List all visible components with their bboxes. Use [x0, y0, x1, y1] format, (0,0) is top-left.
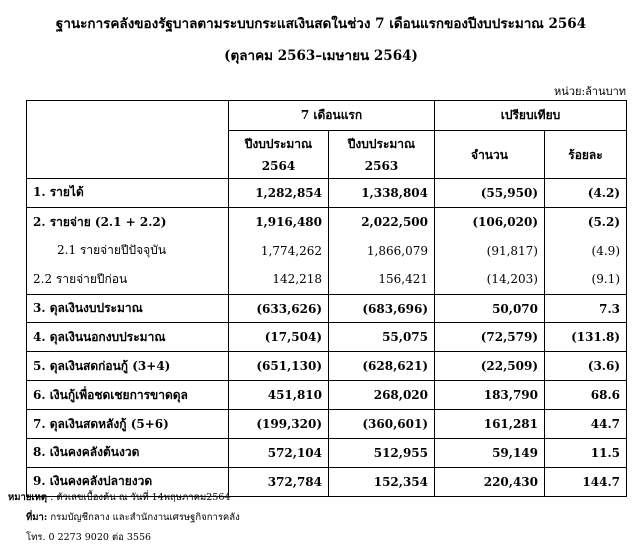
row-fy2564: 451,810: [229, 381, 329, 410]
row-label: 5. ดุลเงินสดก่อนกู้ (3+4): [27, 352, 229, 381]
row-fy2563: (683,696): [329, 294, 435, 323]
table-row-treasury-opening: [27, 439, 627, 468]
row-percent: (131.8): [545, 323, 627, 352]
row-label: 1. รายได้: [27, 179, 229, 208]
row-fy2564: 1,774,262: [229, 236, 329, 265]
row-percent: (4.9): [545, 236, 627, 265]
row-percent: 68.6: [545, 381, 627, 410]
row-amount: 183,790: [435, 381, 545, 410]
row-amount: 161,281: [435, 410, 545, 439]
row-percent: 44.7: [545, 410, 627, 439]
row-fy2564: 572,104: [229, 439, 329, 468]
row-fy2563: 1,866,079: [329, 236, 435, 265]
row-amount: (22,509): [435, 352, 545, 381]
table-row-prior-year-expenditure: [27, 265, 627, 294]
table-row-non-budget-balance: [27, 323, 627, 352]
header-fy2563-line2: 2563: [364, 158, 399, 173]
row-fy2563: 512,955: [329, 439, 435, 468]
remark-label: หมายเหตุ: [8, 492, 48, 503]
row-fy2563: 268,020: [329, 381, 435, 410]
header-first7: 7 เดือนแรก: [229, 101, 435, 131]
row-label: 2.1 รายจ่ายปีปัจจุบัน: [27, 236, 229, 265]
header-amount: จำนวน: [435, 131, 545, 179]
table-row-budget-balance: [27, 294, 627, 323]
remark-note: [8, 490, 230, 505]
row-percent: (4.2): [545, 179, 627, 208]
row-fy2564: 1,916,480: [229, 207, 329, 236]
source-note: [26, 510, 240, 525]
row-label: 4. ดุลเงินนอกงบประมาณ: [27, 323, 229, 352]
row-fy2563: 55,075: [329, 323, 435, 352]
row-fy2563: (360,601): [329, 410, 435, 439]
header-blank: [27, 101, 229, 179]
header-fy2563: [329, 131, 435, 179]
row-fy2563: 1,338,804: [329, 179, 435, 208]
row-label: 8. เงินคงคลังต้นงวด: [27, 439, 229, 468]
row-amount: (14,203): [435, 265, 545, 294]
row-label: 2.2 รายจ่ายปีก่อน: [27, 265, 229, 294]
fiscal-position-table: [26, 100, 627, 497]
source-label: ที่มา:: [26, 512, 48, 523]
row-label: 7. ดุลเงินสดหลังกู้ (5+6): [27, 410, 229, 439]
row-fy2564: 372,784: [229, 467, 329, 496]
row-percent: 144.7: [545, 467, 627, 496]
phone-note: โทร. 0 2273 9020 ต่อ 3556: [26, 532, 152, 543]
header-fy2563-line1: ปีงบประมาณ: [347, 136, 416, 151]
row-amount: 59,149: [435, 439, 545, 468]
report-title: ฐานะการคลังของรัฐบาลตามระบบกระแสเงินสดในช่วง 7 เดือนแรกของปีงบประมาณ 2564: [55, 16, 587, 32]
remark-text: : ตัวเลขเบื้องต้น ณ วันที่ 14พฤษภาคม2564: [47, 492, 231, 503]
row-label: 9. เงินคงคลังปลายงวด: [27, 467, 229, 496]
row-percent: (5.2): [545, 207, 627, 236]
row-amount: (91,817): [435, 236, 545, 265]
table-row-cash-balance-before-borrowing: [27, 352, 627, 381]
row-amount: 220,430: [435, 467, 545, 496]
row-fy2563: 156,421: [329, 265, 435, 294]
header-compare: เปรียบเทียบ: [435, 101, 627, 131]
unit-label: หน่วย:ล้านบาท: [554, 85, 626, 98]
row-fy2564: 1,282,854: [229, 179, 329, 208]
table-row-cash-balance-after-borrowing: [27, 410, 627, 439]
table-row-revenue: [27, 179, 627, 208]
header-row-groups: [27, 101, 627, 131]
row-label: 6. เงินกู้เพื่อชดเชยการขาดดุล: [27, 381, 229, 410]
row-percent: 11.5: [545, 439, 627, 468]
report-period: (ตุลาคม 2563–เมษายน 2564): [224, 48, 418, 64]
row-fy2564: 142,218: [229, 265, 329, 294]
row-fy2564: (651,130): [229, 352, 329, 381]
table-row-expenditure: [27, 207, 627, 236]
row-label: 2. รายจ่าย (2.1 + 2.2): [27, 207, 229, 236]
table-row-deficit-borrowing: [27, 381, 627, 410]
row-fy2563: (628,621): [329, 352, 435, 381]
header-percent: ร้อยละ: [545, 131, 627, 179]
header-fy2564: [229, 131, 329, 179]
row-fy2563: 2,022,500: [329, 207, 435, 236]
row-percent: (3.6): [545, 352, 627, 381]
row-amount: (55,950): [435, 179, 545, 208]
row-fy2564: (633,626): [229, 294, 329, 323]
row-percent: (9.1): [545, 265, 627, 294]
header-fy2564-line2: 2564: [261, 158, 296, 173]
header-fy2564-line1: ปีงบประมาณ: [244, 136, 313, 151]
row-label: 3. ดุลเงินงบประมาณ: [27, 294, 229, 323]
row-fy2564: (199,320): [229, 410, 329, 439]
row-amount: (106,020): [435, 207, 545, 236]
row-fy2563: 152,354: [329, 467, 435, 496]
table-row-current-year-expenditure: [27, 236, 627, 265]
row-fy2564: (17,504): [229, 323, 329, 352]
row-amount: (72,579): [435, 323, 545, 352]
row-amount: 50,070: [435, 294, 545, 323]
source-text: กรมบัญชีกลาง และสำนักงานเศรษฐกิจการคลัง: [47, 512, 240, 523]
row-percent: 7.3: [545, 294, 627, 323]
